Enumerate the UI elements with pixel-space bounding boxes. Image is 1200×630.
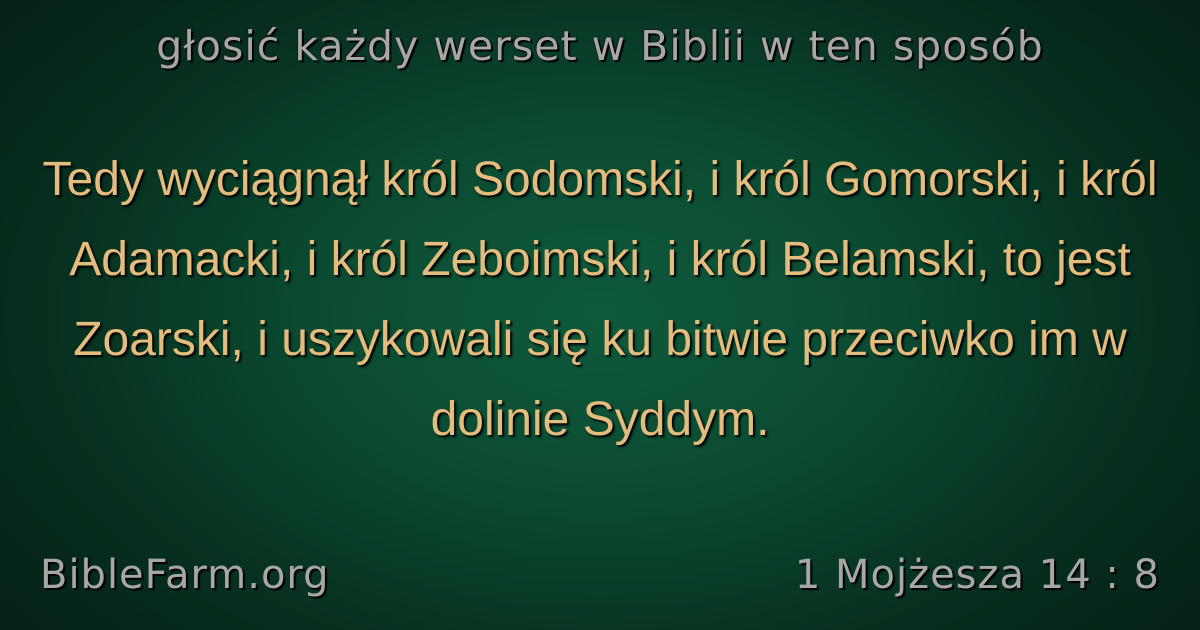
verse-text: Tedy wyciągnął król Sodomski, i król Gomorski, i król Adamacki, i król Zeboimski, i król Belamski, to jest Zoarski, i uszykowali się ku bitwie przeciwko im w dolinie Syddym. xyxy=(42,153,1158,446)
verse-reference: 1 Mojżesza 14 : 8 xyxy=(794,552,1160,598)
tagline-header: głosić każdy werset w Biblii w ten sposób xyxy=(156,22,1044,70)
site-name: BibleFarm.org xyxy=(40,552,330,598)
